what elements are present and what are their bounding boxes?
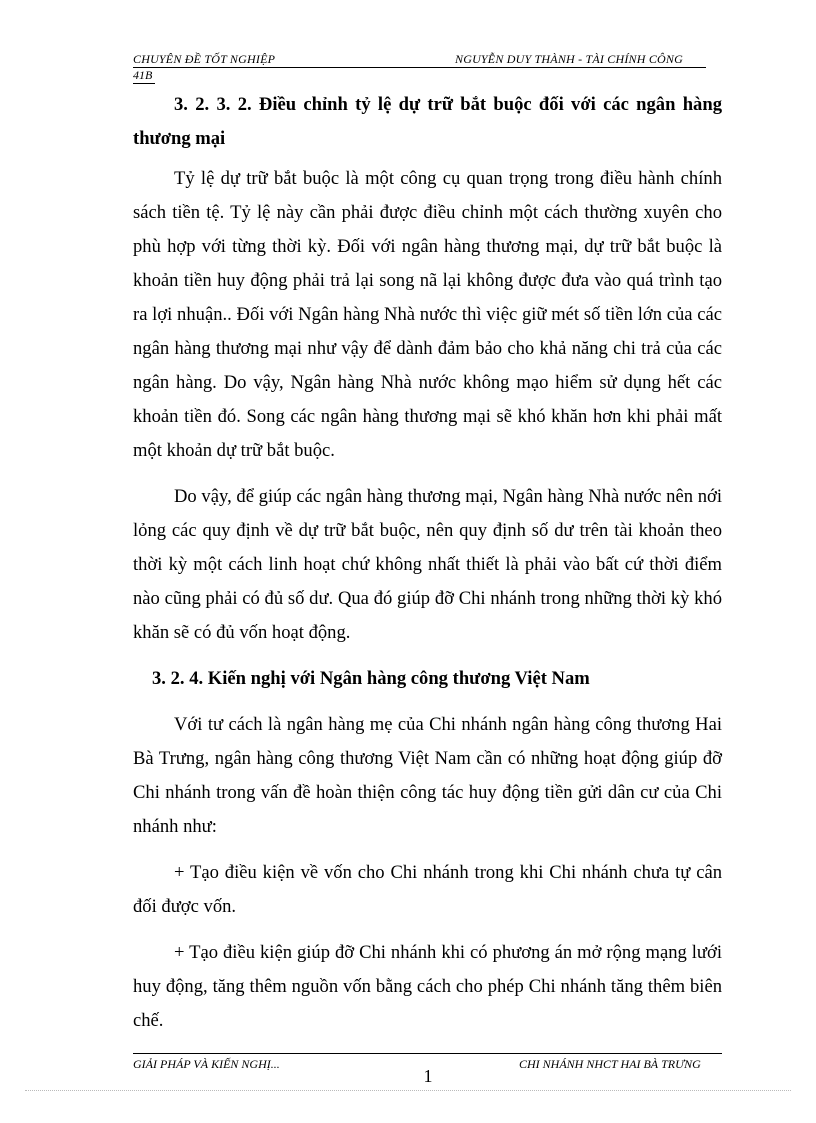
page-number: 1 (423, 1066, 433, 1086)
section-heading-3-2-4: 3. 2. 4. Kiến nghị với Ngân hàng công thương Việt Nam (152, 668, 590, 689)
header-right: NGUYỄN DUY THÀNH - TÀI CHÍNH CÔNG (455, 52, 683, 66)
paragraph-1: Tỷ lệ dự trữ bắt buộc là một công cụ quan trọng trong điều hành chính sách tiền tệ. Tỷ lệ này cần phải được điều chỉnh một cách thường xuyên cho phù hợp với từng thời kỳ. Đối với ngân hàng thương mại, dự trữ bắt buộc là khoản tiền huy động phải trả lại song nã lại không được đưa vào quá trình tạo ra lợi nhuận.. Đối với Ngân hàng Nhà nước thì việc giữ mét số tiền lớn của các ngân hàng thương mại như vậy để dành đảm bảo cho khả năng chi trả của các ngân hàng. Do vậy, Ngân hàng Nhà nước không mạo hiểm sử dụng hết các khoản tiền đó. Song các ngân hàng thương mại sẽ khó khăn hơn khi phải mất một khoản dự trữ bắt buộc. (133, 168, 722, 461)
section-heading-3-2-3-2: 3. 2. 3. 2. Điều chỉnh tỷ lệ dự trữ bắt buộc đối với các ngân hàng thương mại (133, 94, 722, 149)
header-continuation: 41B (133, 68, 153, 82)
header-continuation-rule (133, 83, 155, 84)
paragraph-3: Với tư cách là ngân hàng mẹ của Chi nhánh ngân hàng công thương Hai Bà Trưng, ngân hàng công thương Việt Nam cần có những hoạt động giúp đỡ Chi nhánh trong vấn đề hoàn thiện công tác huy động tiền gửi dân cư của Chi nhánh như: (133, 714, 722, 837)
paragraph-5: + Tạo điều kiện giúp đỡ Chi nhánh khi có phương án mở rộng mạng lưới huy động, tăng thêm nguồn vốn bằng cách cho phép Chi nhánh tăng thêm biên chế. (133, 942, 722, 1031)
header-rule (133, 67, 706, 68)
footer-left: GIẢI PHÁP VÀ KIẾN NGHỊ... (133, 1057, 280, 1071)
paragraph-2: Do vậy, để giúp các ngân hàng thương mại, Ngân hàng Nhà nước nên nới lỏng các quy định về dự trữ bắt buộc, nên quy định số dư trên tài khoản theo thời kỳ một cách linh hoạt chứ không nhất thiết là phải vào bất cứ thời điểm nào cũng phải có đủ số dư. Qua đó giúp đỡ Chi nhánh trong những thời kỳ khó khăn sẽ có đủ vốn hoạt động. (133, 486, 722, 643)
footer-right: CHI NHÁNH NHCT HAI BÀ TRƯNG (519, 1057, 701, 1071)
paragraph-4: + Tạo điều kiện về vốn cho Chi nhánh trong khi Chi nhánh chưa tự cân đối được vốn. (133, 862, 722, 917)
page-boundary (25, 1090, 791, 1091)
document-body (133, 88, 722, 1050)
footer-rule (133, 1053, 722, 1054)
header-left: CHUYÊN ĐỀ TỐT NGHIỆP (133, 52, 276, 66)
